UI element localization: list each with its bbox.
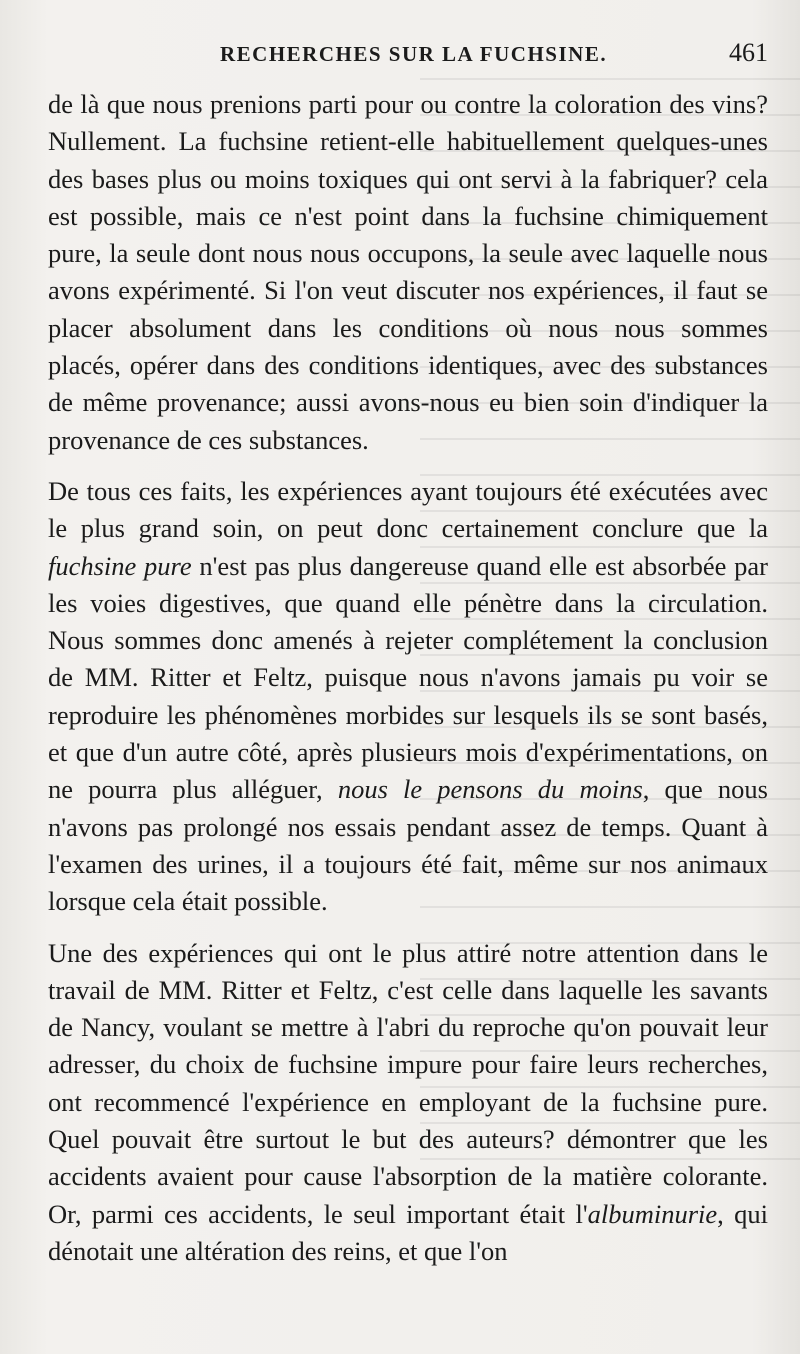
running-title: RECHERCHES SUR LA FUCHSINE. [220, 42, 608, 66]
italic-text: nous le pensons du moins [337, 774, 643, 805]
body-text [48, 86, 768, 1270]
text-segment: , que nous n'avons pas prolongé nos essais pendant assez de temps. Quant à l'examen des urines, il a toujours été fait, même sur nos animaux lorsque cela était possible. [48, 774, 768, 917]
text-segment: Une des expériences qui ont le plus attiré notre attention dans le travail de MM. Ritter et Feltz, c'est celle dans laquelle les savants de Nancy, voulant se mettre à l'abri du reproche qu'on pouvait leur adresser, du choix de fuchsine impure pour faire leurs recherches, ont recommencé l'expérience en employant de la fuchsine pure. Quel pouvait être surtout le but des auteurs? démontrer que les accidents avaient pour cause l'absorption de la matière colorante. Or, parmi ces accidents, le seul important était l' [48, 937, 768, 1229]
text-segment: n'est pas plus dangereuse quand elle est absorbée par les voies digestives, que quand elle pénètre dans la circulation. Nous sommes donc amenés à rejeter complétement la conclusion de MM. Ritter et Feltz, puisque nous n'avons jamais pu voir se reproduire les phénomènes morbides sur lesquels ils se sont basés, et que d'un autre côté, après plusieurs mois d'expérimentations, on ne pourra plus alléguer, [48, 550, 768, 805]
text-segment: De tous ces faits, les expériences ayant toujours été exécutées avec le plus grand soin, on peut donc certainement conclure que la [48, 475, 768, 544]
paragraph-1 [48, 86, 768, 459]
page-header [48, 38, 768, 78]
text-segment: , qui dénotait une altération des reins, et que l'on [48, 1198, 768, 1266]
text-segment: de là que nous prenions parti pour ou contre la coloration des vins? Nullement. La fuchsine retient-elle habituellement quelques-unes des bases plus ou moins toxiques qui ont servi à la fabriquer? cela est possible, mais ce n'est point dans la fuchsine chimiquement pure, la seule dont nous nous occupons, la seule avec laquelle nous avons expérimenté. Si l'on veut discuter nos expériences, il faut se placer absolument dans les conditions où nous nous sommes placés, opérer dans des conditions identiques, avec des substances de même provenance; aussi avons-nous eu bien soin d'indiquer la provenance de ces substances. [48, 89, 768, 455]
paragraph-2 [48, 473, 768, 921]
paragraph-3 [48, 935, 768, 1271]
page-number: 461 [729, 38, 768, 67]
italic-text: albuminurie [587, 1198, 718, 1229]
italic-text: fuchsine pure [48, 550, 192, 581]
